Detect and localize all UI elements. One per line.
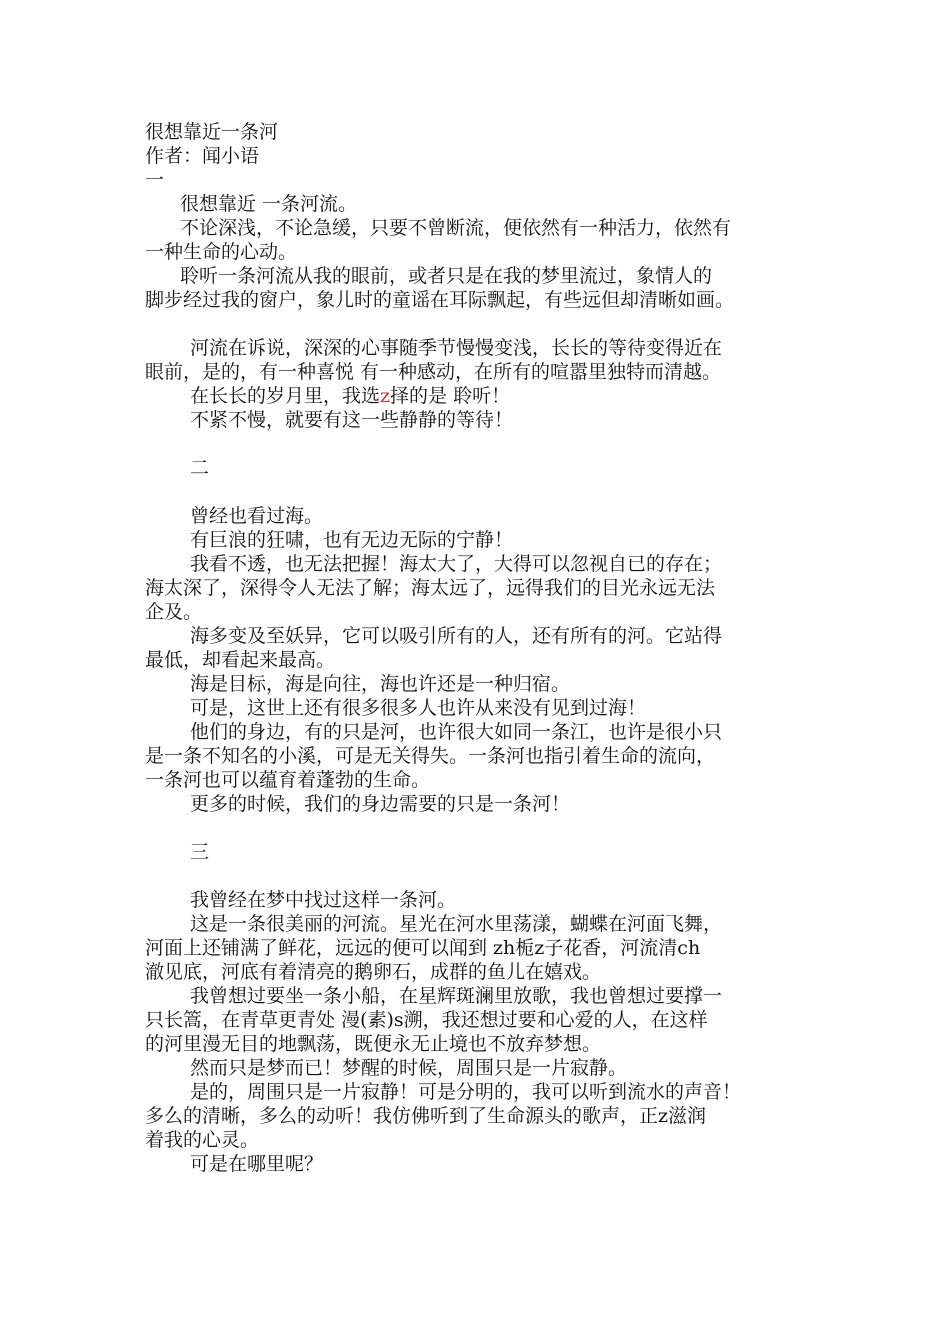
paragraph-line: 一种生命的心动。 bbox=[145, 241, 298, 263]
paragraph-line: 的河里漫无目的地飘荡，既便永无止境也不放弃梦想。 bbox=[145, 1033, 602, 1055]
paragraph-line: 多么的清晰，多么的动听！我仿佛听到了生命源头的歌声，正z滋润 bbox=[145, 1105, 707, 1127]
paragraph-line: 聆听一条河流从我的眼前，或者只是在我的梦里流过，象情人的 bbox=[180, 265, 713, 287]
section-heading-2: 二 bbox=[190, 457, 210, 479]
paragraph-line: 海是目标，海是向往，海也许还是一种归宿。 bbox=[190, 673, 571, 695]
paragraph-line: 只长篙，在青草更青处 漫(素)s溯，我还想过要和心爱的人，在这样 bbox=[145, 1009, 708, 1031]
paragraph-line: 是一条不知名的小溪，可是无关得失。一条河也指引着生命的流向， bbox=[145, 745, 716, 767]
paragraph-line: 眼前，是的，有一种喜悦 有一种感动，在所有的喧嚣里独特而清越。 bbox=[145, 361, 722, 383]
paragraph-line: 河面上还铺满了鲜花，远远的便可以闻到 zh栀z子花香，河流清ch bbox=[145, 937, 701, 959]
annotation-mark: z bbox=[380, 385, 391, 407]
paragraph-line: 有巨浪的狂啸，也有无边无际的宁静！ bbox=[190, 529, 514, 551]
paragraph-line: 一条河也可以蕴育着蓬勃的生命。 bbox=[145, 769, 431, 791]
paragraph-line: 这是一条很美丽的河流。星光在河水里荡漾，蝴蝶在河面飞舞， bbox=[190, 913, 723, 935]
section-heading-3: 三 bbox=[190, 841, 210, 863]
text-run: 择的是 聆听！ bbox=[390, 385, 511, 407]
paragraph-line: 是的，周围只是一片寂静！可是分明的，我可以听到流水的声音！ bbox=[190, 1081, 742, 1103]
section-heading-1: 一 bbox=[145, 169, 165, 191]
paragraph-line: 更多的时候，我们的身边需要的只是一条河！ bbox=[190, 793, 571, 815]
text-run: 在长长的岁月里，我选 bbox=[190, 385, 381, 407]
paragraph-line: 我曾经在梦中找过这样一条河。 bbox=[190, 889, 457, 911]
paragraph-line: 企及。 bbox=[145, 601, 203, 623]
paragraph-line: 然而只是梦而已！梦醒的时候，周围只是一片寂静。 bbox=[190, 1057, 628, 1079]
paragraph-line: 澈见底，河底有着清亮的鹅卵石，成群的鱼儿在嬉戏。 bbox=[145, 961, 602, 983]
paragraph-line: 着我的心灵。 bbox=[145, 1129, 260, 1151]
paragraph-line: 最低，却看起来最高。 bbox=[145, 649, 336, 671]
paragraph-line: 不论深浅，不论急缓，只要不曾断流，便依然有一种活力，依然有 bbox=[180, 217, 732, 239]
doc-title: 很想靠近一条河 bbox=[145, 121, 279, 143]
paragraph-line: 海多变及至妖异，它可以吸引所有的人，还有所有的河。它站得 bbox=[190, 625, 723, 647]
paragraph-line: 我看不透，也无法把握！海太大了，大得可以忽视自已的存在； bbox=[190, 553, 723, 575]
paragraph-line: 海太深了，深得令人无法了解；海太远了，远得我们的目光永远无法 bbox=[145, 577, 716, 599]
paragraph-line: 可是在哪里呢？ bbox=[190, 1153, 324, 1175]
paragraph-line: 我曾想过要坐一条小船，在星辉斑澜里放歌，我也曾想过要撑一 bbox=[190, 985, 723, 1007]
paragraph-line: 河流在诉说，深深的心事随季节慢慢变浅，长长的等待变得近在 bbox=[190, 337, 723, 359]
paragraph-line: 他们的身边，有的只是河，也许很大如同一条江，也许是很小只 bbox=[190, 721, 723, 743]
paragraph-line: 可是，这世上还有很多很多人也许从来没有见到过海！ bbox=[190, 697, 647, 719]
doc-author: 作者：闻小语 bbox=[145, 145, 260, 167]
paragraph-line: 很想靠近 一条河流。 bbox=[180, 193, 358, 215]
document-page bbox=[145, 120, 835, 1176]
paragraph-line: 不紧不慢，就要有这一些静静的等待！ bbox=[190, 409, 514, 431]
paragraph-line bbox=[145, 384, 835, 408]
paragraph-line: 曾经也看过海。 bbox=[190, 505, 324, 527]
paragraph-line: 脚步经过我的窗户，象儿时的童谣在耳际飘起，有些远但却清晰如画。 bbox=[145, 289, 735, 311]
